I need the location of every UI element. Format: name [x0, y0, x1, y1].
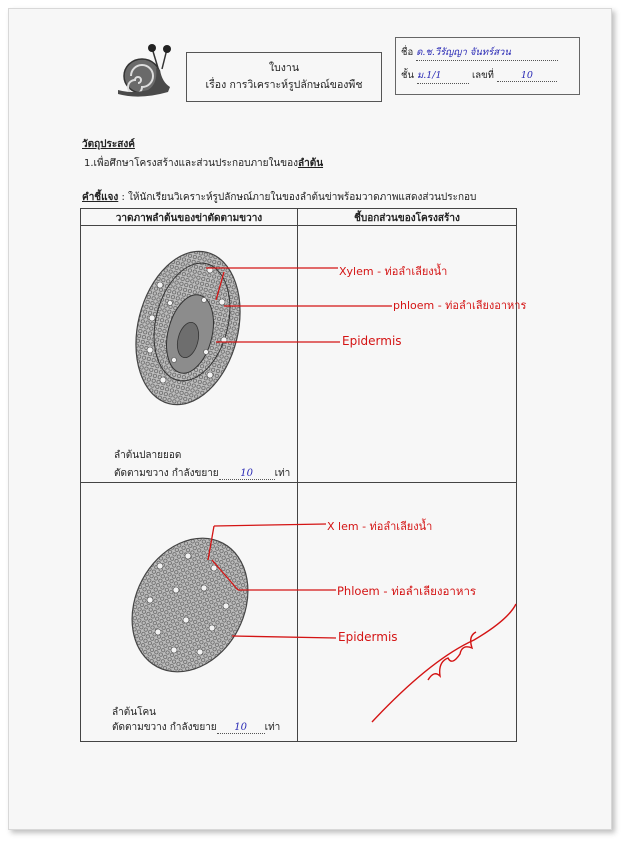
row2-magnification: ตัดตามขวาง กำลังขยาย 10 เท่า	[112, 722, 281, 733]
row1-label-phloem: phloem - ท่อลำเลียงอาหาร	[393, 299, 527, 312]
row1-caption: ลำต้นปลายยอด	[114, 450, 182, 461]
title-line-1: ใบงาน	[269, 62, 299, 74]
number-value: 10	[497, 70, 557, 82]
row1-label-epidermis: Epidermis	[342, 334, 402, 348]
name-row: ชื่อ ด.ช.วีรัญญา จันทร์สวน	[401, 45, 558, 61]
stem-tip-drawing	[121, 240, 256, 416]
teacher-check-mark	[372, 604, 516, 722]
row2-label-xylem: X lem - ท่อลำเลียงน้ำ	[327, 520, 433, 533]
class-value: ม.1/1	[417, 68, 469, 84]
row2-caption: ลำต้นโคน	[112, 707, 156, 718]
objective-heading: วัตถุประสงค์	[82, 139, 135, 150]
row2-label-epidermis: Epidermis	[338, 630, 398, 644]
name-value: ด.ช.วีรัญญา จันทร์สวน	[416, 45, 558, 61]
col1-header-cell: วาดภาพลำต้นของข่าตัดตามขวาง	[80, 208, 298, 226]
objective-text: 1.เพื่อศึกษาโครงสร้างและส่วนประกอบภายในของลำต้น	[84, 158, 324, 169]
class-row: ชั้น ม.1/1 เลขที่ 10	[401, 68, 557, 84]
col2-header-cell: ชี้บอกส่วนของโครงสร้าง	[297, 208, 517, 226]
row2-label-phloem: Phloem - ท่อลำเลียงอาหาร	[337, 584, 477, 598]
row1-magnification: ตัดตามขวาง กำลังขยาย 10 เท่า	[114, 468, 291, 479]
stem-base-drawing	[109, 518, 270, 692]
title-line-2: เรื่อง การวิเคราะห์รูปลักษณ์ของพืช	[205, 79, 363, 91]
instruction: คำชี้แจง : ให้นักเรียนวิเคราะห์รูปลักษณ์ภายในของลำต้นข่าพร้อมวาดภาพแสดงส่วนประกอบ	[82, 192, 477, 203]
row1-label-xylem: Xylem - ท่อลำเลียงน้ำ	[339, 265, 448, 278]
